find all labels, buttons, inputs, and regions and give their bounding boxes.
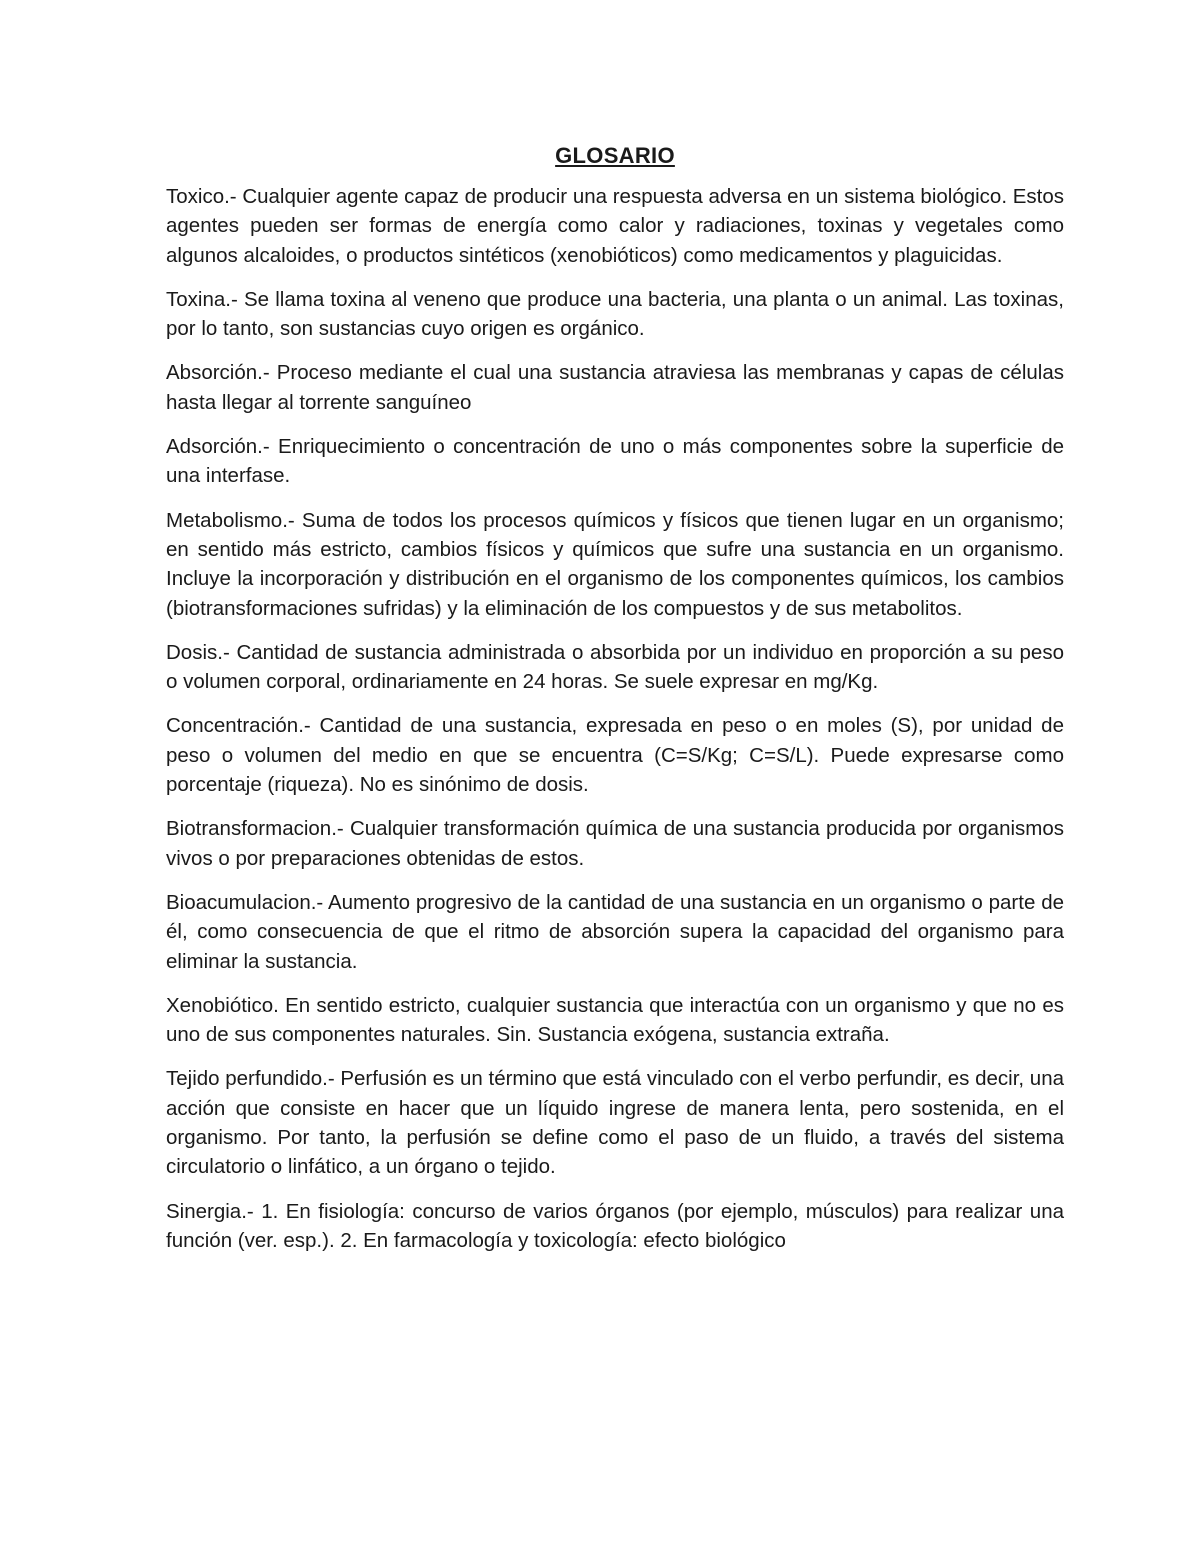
glossary-entry-adsorcion: Adsorción.- Enriquecimiento o concentración de uno o más componentes sobre la superficie de una interfase. (166, 435, 1064, 488)
document-page (166, 140, 1064, 1270)
glossary-entry-metabolismo: Metabolismo.- Suma de todos los procesos químicos y físicos que tienen lugar en un organismo; en sentido más estricto, cambios físicos y químicos que sufre una sustancia en un organismo. Incluye la incorporación y distribución en el organismo de los componentes químicos, los cambios (biotransformaciones sufridas) y la eliminación de los compuestos y de sus metabolitos. (166, 508, 1064, 620)
glossary-entry-xenobiotico: Xenobiótico. En sentido estricto, cualquier sustancia que interactúa con un organismo y que no es uno de sus componentes naturales. Sin. Sustancia exógena, sustancia extraña. (166, 993, 1064, 1047)
glossary-entry-absorcion: Absorción.- Proceso mediante el cual una sustancia atraviesa las membranas y capas de células hasta llegar al torrente sanguíneo (166, 361, 1064, 414)
glossary-entry-biotransformacion: Biotransformacion.- Cualquier transformación química de una sustancia producida por organismos vivos o por preparaciones obtenidas de estos. (166, 817, 1064, 870)
glossary-entry-bioacumulacion: Bioacumulacion.- Aumento progresivo de la cantidad de una sustancia en un organismo o parte de él, como consecuencia de que el ritmo de absorción supera la capacidad del organismo para eliminar la sustancia. (166, 890, 1064, 973)
page-title: GLOSARIO (555, 143, 675, 168)
glossary-entry-toxina: Toxina.- Se llama toxina al veneno que produce una bacteria, una planta o un animal. Las toxinas, por lo tanto, son sustancias cuyo origen es orgánico. (166, 287, 1064, 341)
glossary-entry-concentracion: Concentración.- Cantidad de una sustancia, expresada en peso o en moles (S), por unidad de peso o volumen del medio en que se encuentra (C=S/Kg; C=S/L). Puede expresarse como porcentaje (riqueza). No es sinónimo de dosis. (166, 714, 1064, 797)
glossary-entry-toxico: Toxico.- Cualquier agente capaz de producir una respuesta adversa en un sistema biológico. Estos agentes pueden ser formas de energía como calor y radiaciones, toxinas y vegetales como algunos alcaloides, o productos sintéticos (xenobióticos) como medicamentos y plaguicidas. (166, 185, 1064, 267)
glossary-entry-tejido-perfundido: Tejido perfundido.- Perfusión es un término que está vinculado con el verbo perfundir, es decir, una acción que consiste en hacer que un líquido ingrese de manera lenta, pero sostenida, en el organismo. Por tanto, la perfusión se define como el paso de un fluido, a través del sistema circulatorio o linfático, a un órgano o tejido. (166, 1067, 1064, 1179)
glossary-entry-dosis: Dosis.- Cantidad de sustancia administrada o absorbida por un individuo en proporción a su peso o volumen corporal, ordinariamente en 24 horas. Se suele expresar en mg/Kg. (166, 640, 1064, 694)
glossary-entry-sinergia: Sinergia.- 1. En fisiología: concurso de varios órganos (por ejemplo, músculos) para realizar una función (ver. esp.). 2. En farmacología y toxicología: efecto biológico (166, 1199, 1064, 1252)
